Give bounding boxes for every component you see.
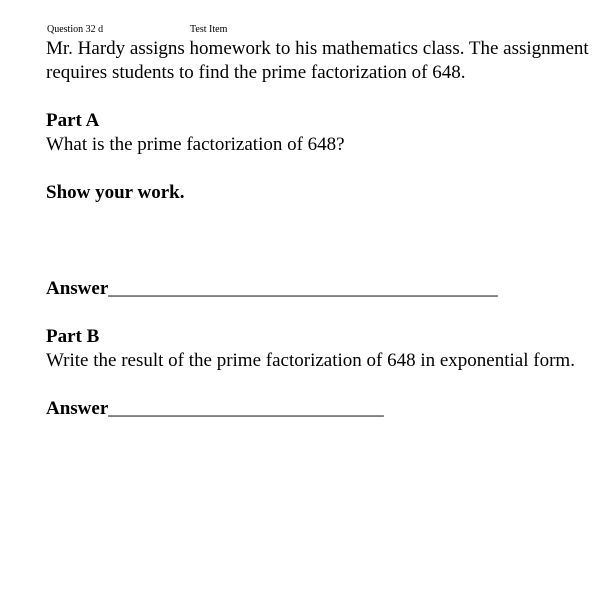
part-b-answer-label: Answer (46, 398, 109, 419)
part-b-answer-blank[interactable]: _____________________________ (108, 398, 384, 419)
part-b-title: Part B (46, 326, 100, 347)
item-type-label: Test Item (190, 24, 228, 35)
part-a-answer-line (46, 277, 594, 301)
part-a-answer-label: Answer (46, 278, 109, 299)
problem-intro: Mr. Hardy assigns homework to his mathematics class. The assignment requires students to find the prime factorization of 648. (46, 38, 589, 83)
part-a-question: What is the prime factorization of 648? (46, 134, 345, 155)
question-number: Question 32 d (47, 24, 104, 35)
question-content (46, 37, 594, 421)
part-b-question: Write the result of the prime factorization of 648 in exponential form. (46, 350, 575, 371)
part-a-answer-blank[interactable]: _________________________________________ (108, 278, 498, 299)
part-a-instruction: Show your work. (46, 182, 185, 203)
part-a-title: Part A (46, 110, 100, 131)
part-b-answer-line (46, 397, 594, 421)
